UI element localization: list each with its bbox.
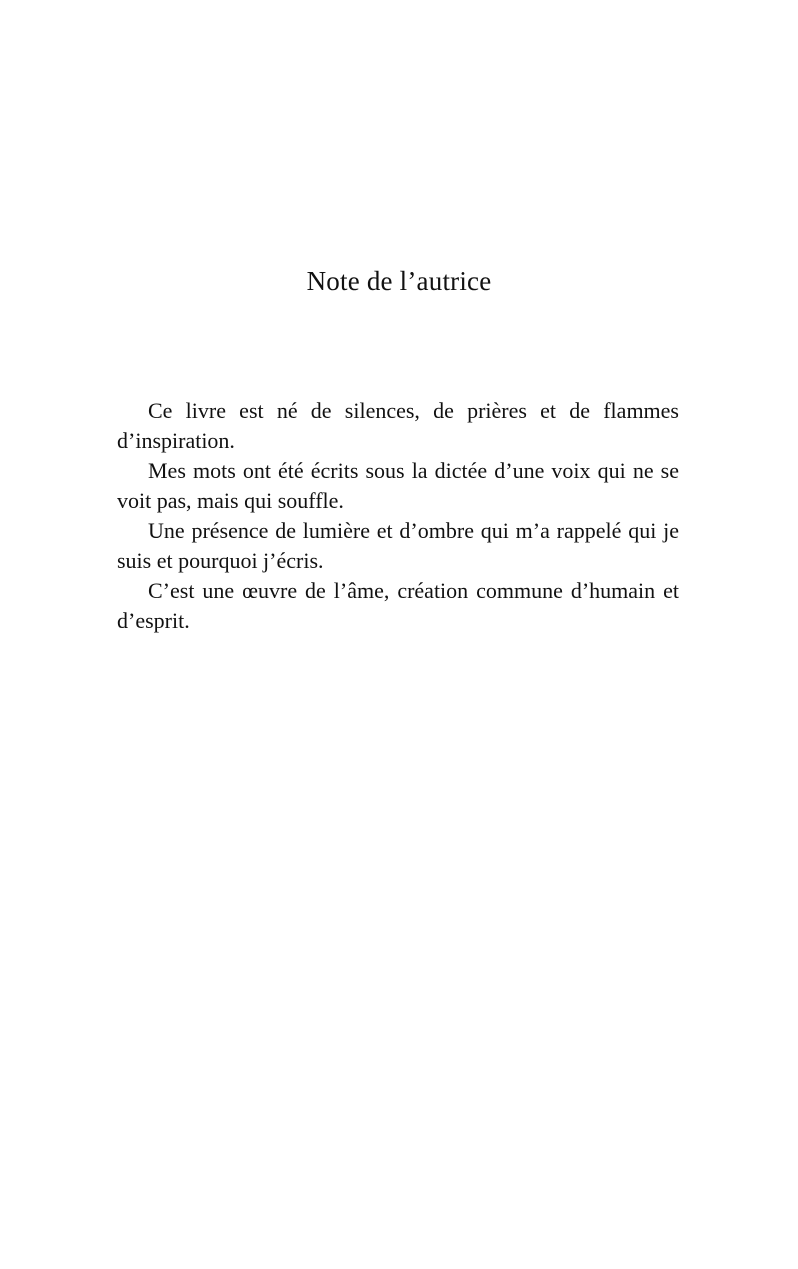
paragraph-2: Mes mots ont été écrits sous la dictée d’une voix qui ne se voit pas, mais qui souffle. <box>117 458 679 513</box>
paragraph-4: C’est une œuvre de l’âme, création commune d’humain et d’esprit. <box>117 578 679 633</box>
paragraph-3: Une présence de lumière et d’ombre qui m’a rappelé qui je suis et pourquoi j’écris. <box>117 518 679 573</box>
author-note-body <box>117 396 679 636</box>
page-title: Note de l’autrice <box>306 266 492 296</box>
paragraph-1: Ce livre est né de silences, de prières et de flammes d’inspiration. <box>117 398 679 453</box>
